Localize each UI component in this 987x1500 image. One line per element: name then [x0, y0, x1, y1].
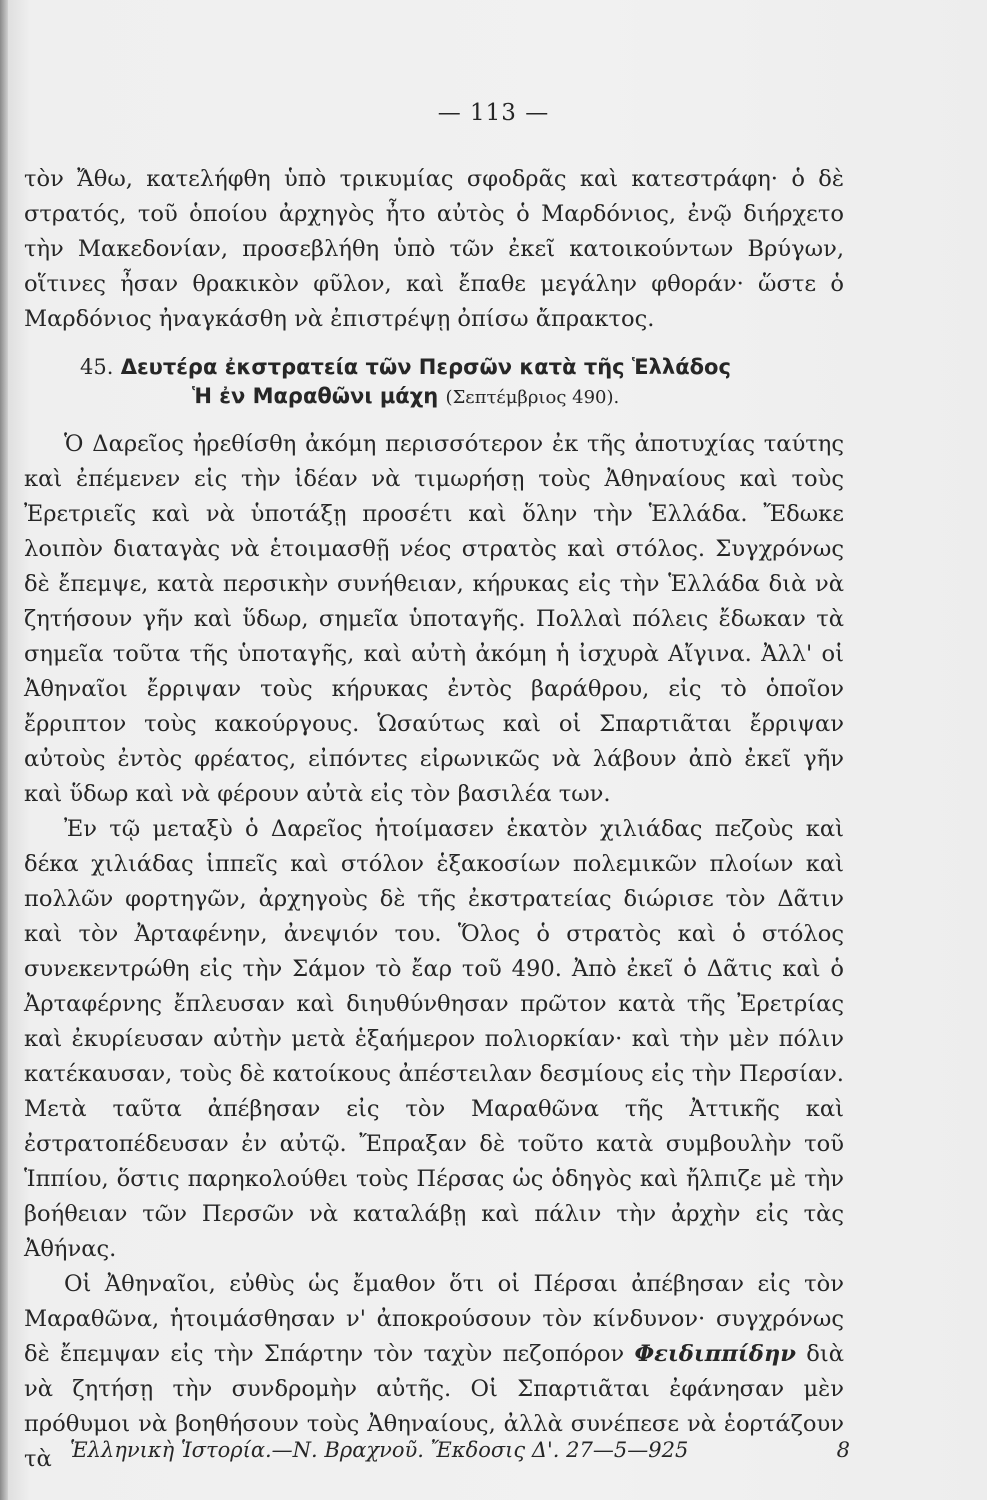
section-number: 45. — [80, 355, 114, 379]
section-date-note: (Σεπτέμβριος 490). — [445, 387, 620, 408]
page-spine-shadow — [0, 0, 8, 1500]
page-footer — [70, 1438, 850, 1462]
section-title: Δευτέρα ἐκστρατεία τῶν Περσῶν κατὰ τῆς Ἑλλάδος — [120, 355, 731, 379]
intro-paragraph: τὸν Ἄθω, κατελήφθη ὑπὸ τρικυμίας σφοδρᾶς καὶ κατεστράφη· ὁ δὲ στρατός, τοῦ ὁποίου ἀρχηγὸς ἦτο αὐτὸς ὁ Μαρδόνιος, ἐνῷ διήρχετο τὴν Μακεδονίαν, προσεβλήθη ὑπὸ τῶν ἐκεῖ κατοικούντων Βρύγων, οἵτινες ἦσαν θρακικὸν φῦλον, καὶ ἔπαθε μεγάλην φθοράν· ὥστε ὁ Μαρδόνιος ἠναγκάσθη νὰ ἐπιστρέψῃ ὀπίσω ἄπρακτος. — [24, 166, 844, 332]
section-heading — [80, 353, 800, 412]
last-paragraph-after: διὰ νὰ ζητήσῃ τὴν συνδρομὴν αὐτῆς. Οἱ Σπαρτιᾶται ἐφάνησαν μὲν πρόθυμοι νὰ βοηθήσουν τοὺς Ἀθηναίους, ἀλλὰ συνέπεσε νὰ ἑορτάζουν τὰ — [24, 1341, 845, 1472]
section-heading-line1 — [80, 353, 800, 382]
intro-paragraph-block — [24, 162, 844, 337]
section-heading-line2 — [80, 382, 800, 412]
section-subtitle: Ἡ ἐν Μαραθῶνι μάχη — [192, 384, 439, 408]
footer-imprint: Ἑλληνικὴ Ἱστορία.—Ν. Βραχνοῦ. Ἔκδοσις Δ'. 27—5—925 — [70, 1438, 689, 1462]
footer-signature: 8 — [836, 1438, 850, 1462]
paragraph: Ὁ Δαρεῖος ἠρεθίσθη ἀκόμη περισσότερον ἐκ τῆς ἀποτυχίας ταύτης καὶ ἐπέμενεν εἰς τὴν ἰδέαν νὰ τιμωρήσῃ τοὺς Ἀθηναίους καὶ τοὺς Ἐρετριεῖς καὶ νὰ ὑποτάξῃ προσέτι καὶ ὅλην τὴν Ἑλλάδα. Ἔδωκε λοιπὸν διαταγὰς νὰ ἑτοιμασθῇ νέος στρατὸς καὶ στόλος. Συγχρόνως δὲ ἔπεμψε, κατὰ περσικὴν συνήθειαν, κήρυκας εἰς τὴν Ἑλλάδα διὰ νὰ ζητήσουν γῆν καὶ ὕδωρ, σημεῖα ὑποταγῆς. Πολλαὶ πόλεις ἔδωκαν τὰ σημεῖα τοῦτα τῆς ὑποταγῆς, καὶ αὐτὴ ἀκόμη ἡ ἰσχυρὰ Αἴγινα. Ἀλλ' οἱ Ἀθηναῖοι ἔρριψαν τοὺς κήρυκας ἐντὸς βαράθρου, εἰς τὸ ὁποῖον ἔρριπτον τοὺς κακούργους. Ὡσαύτως καὶ οἱ Σπαρτιᾶται ἔρριψαν αὐτοὺς ἐντὸς φρέατος, εἰπόντες εἰρωνικῶς νὰ λάβουν ἀπὸ ἐκεῖ γῆν καὶ ὕδωρ καὶ νὰ φέρουν αὐτὰ εἰς τὸν βασιλέα των. — [24, 431, 844, 807]
body-text — [24, 427, 844, 1477]
page-number: — 113 — — [437, 100, 550, 126]
last-paragraph-before: Οἱ Ἀθηναῖοι, εὐθὺς ὡς ἔμαθον ὅτι οἱ Πέρσαι ἀπέβησαν εἰς τὸν Μαραθῶνα, ἡτοιμάσθησαν ν' ἀποκρούσουν τὸν κίνδυνον· συγχρόνως δὲ ἔπεμψαν εἰς τὴν Σπάρτην τὸν ταχὺν πεζοπόρον — [24, 1271, 844, 1367]
paragraph: Ἐν τῷ μεταξὺ ὁ Δαρεῖος ἡτοίμασεν ἑκατὸν χιλιάδας πεζοὺς καὶ δέκα χιλιάδας ἱππεῖς καὶ στόλον ἑξακοσίων πολεμικῶν πλοίων καὶ πολλῶν φορτηγῶν, ἀρχηγοὺς δὲ τῆς ἐκστρατείας διώρισε τὸν Δᾶτιν καὶ τὸν Ἀρταφένην, ἀνεψιόν του. Ὅλος ὁ στρατὸς καὶ ὁ στόλος συνεκεντρώθη εἰς τὴν Σάμον τὸ ἔαρ τοῦ 490. Ἀπὸ ἐκεῖ ὁ Δᾶτις καὶ ὁ Ἀρταφέρνης ἔπλευσαν καὶ διηυθύνθησαν πρῶτον κατὰ τῆς Ἐρετρίας καὶ ἐκυρίευσαν αὐτὴν μετὰ ἑξαήμερον πολιορκίαν· καὶ τὴν μὲν πόλιν κατέκαυσαν, τοὺς δὲ κατοίκους ἀπέστειλαν δεσμίους εἰς τὴν Περσίαν. Μετὰ ταῦτα ἀπέβησαν εἰς τὸν Μαραθῶνα τῆς Ἀττικῆς καὶ ἐστρατοπέδευσαν ἐν αὐτῷ. Ἔπραξαν δὲ τοῦτο κατὰ συμβουλὴν τοῦ Ἱππίου, ὅστις παρηκολούθει τοὺς Πέρσας ὡς ὁδηγὸς καὶ ἤλπιζε μὲ τὴν βοήθειαν τῶν Περσῶν νὰ καταλάβῃ καὶ πάλιν τὴν ἀρχὴν εἰς τὰς Ἀθήνας. — [24, 816, 844, 1262]
runner-name: Φειδιππίδην — [634, 1341, 796, 1367]
